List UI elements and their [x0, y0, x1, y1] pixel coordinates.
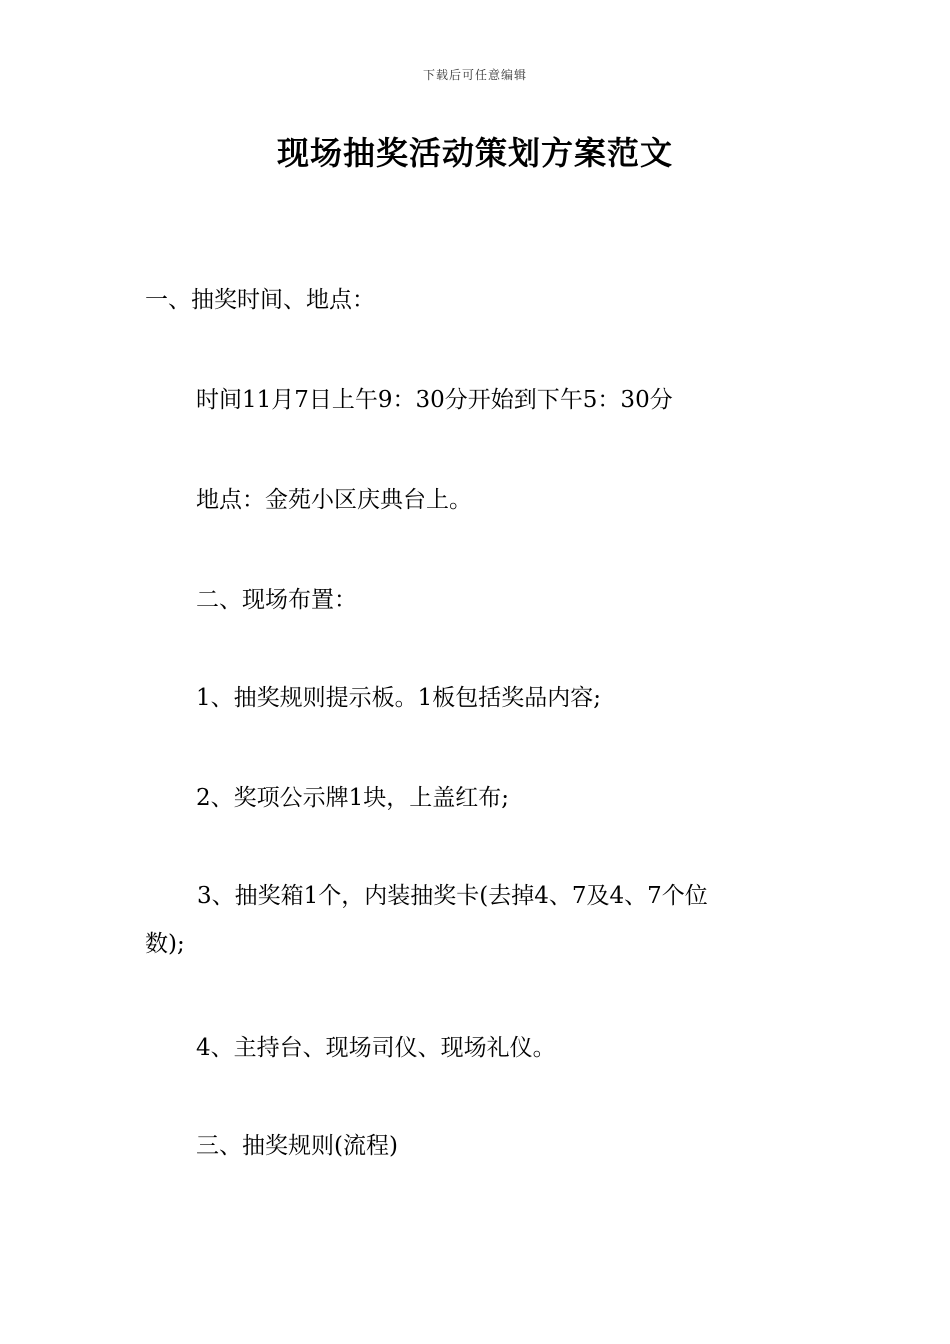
list-item-lottery-box-line1: 3、抽奖箱1个，内装抽奖卡(去掉4、7及4、7个位 — [197, 883, 708, 909]
list-item-lottery-box — [145, 872, 708, 968]
list-item-lottery-box-line2: 数); — [145, 931, 185, 957]
page-header-note: 下载后可任意编辑 — [422, 68, 527, 82]
list-item-rules-board: 1、抽奖规则提示板。1板包括奖品内容; — [196, 685, 602, 711]
document-title: 现场抽奖活动策划方案范文 — [276, 134, 673, 172]
section-heading-layout: 二、现场布置： — [196, 587, 357, 613]
list-item-host-stage: 4、主持台、现场司仪、现场礼仪。 — [196, 1035, 556, 1061]
paragraph-location: 地点：金苑小区庆典台上。 — [196, 487, 472, 513]
paragraph-time: 时间11月7日上午9：30分开始到下午5：30分 — [196, 387, 673, 413]
section-heading-time-place: 一、抽奖时间、地点： — [145, 287, 375, 313]
section-heading-rules: 三、抽奖规则(流程) — [196, 1133, 398, 1159]
list-item-prize-board: 2、奖项公示牌1块，上盖红布; — [196, 785, 510, 811]
